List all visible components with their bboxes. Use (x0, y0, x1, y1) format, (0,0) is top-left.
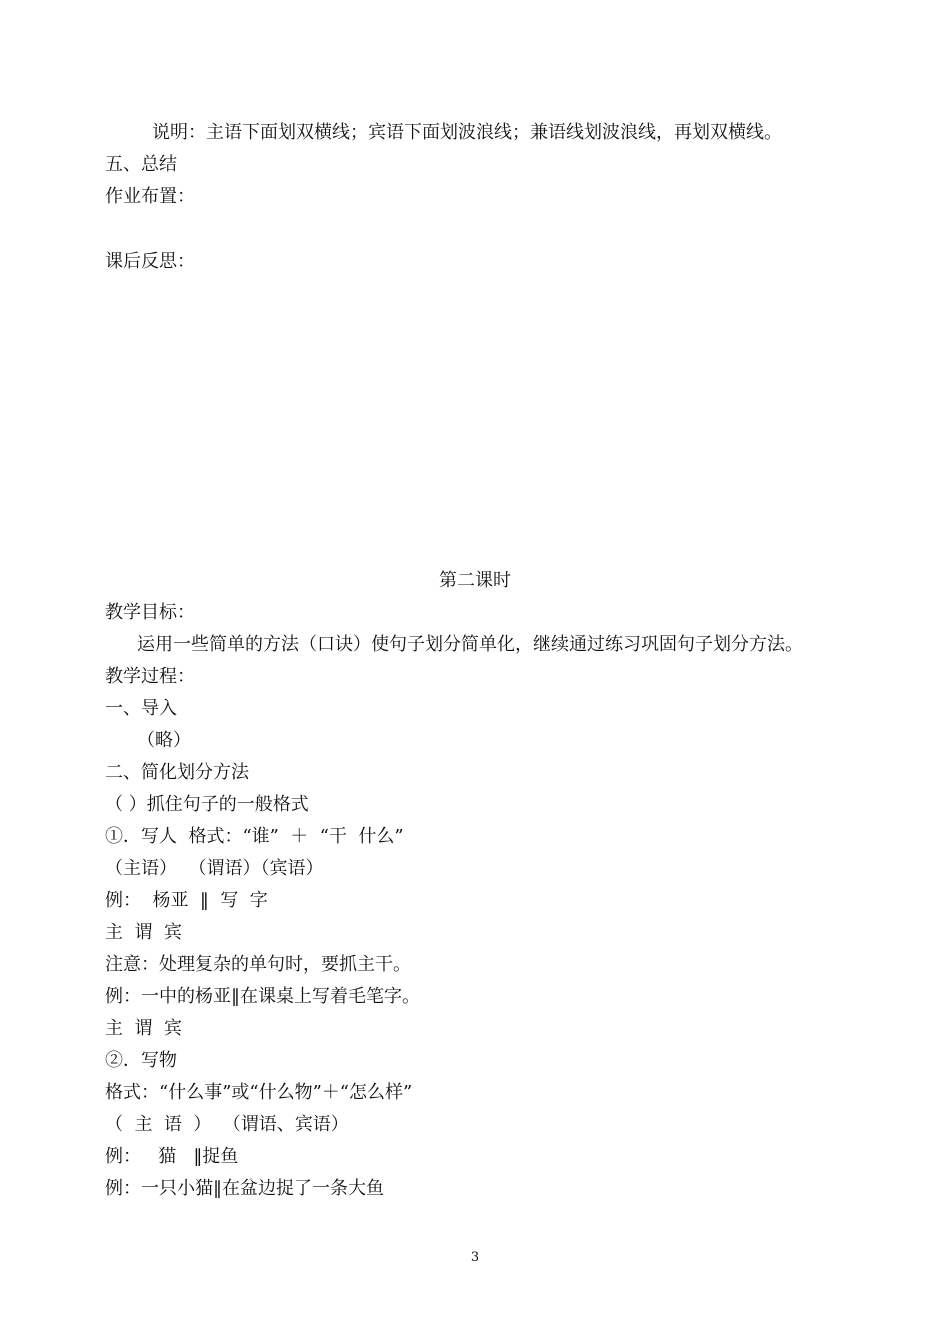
reflection-label: 课后反思： (105, 251, 195, 272)
sub-heading-general-format: （ ）抓住句子的一般格式 (105, 794, 309, 815)
step-one-detail: （略） (137, 730, 191, 751)
example-two-roles: 主 谓 宾 (105, 1018, 182, 1039)
item-two-format: 格式：“什么事”或“什么物”＋“怎么样” (105, 1082, 413, 1103)
example-one-roles: 主 谓 宾 (105, 922, 182, 943)
step-one-introduction: 一、导入 (105, 698, 177, 719)
note-text: 说明：主语下面划双横线；宾语下面划波浪线；兼语线划波浪线，再划双横线。 (152, 122, 782, 143)
teaching-goal-text: 运用一些简单的方法（口诀）使句子划分简单化，继续通过练习巩固句子划分方法。 (137, 634, 803, 655)
teaching-process-heading: 教学过程： (105, 666, 195, 687)
item-one-roles: （主语） （谓语）（宾语） (105, 858, 324, 879)
item-two-roles: （ 主 语 ） （谓语、宾语） (105, 1114, 349, 1135)
homework-label: 作业布置： (105, 186, 195, 207)
item-one-person-format: ①．写人 格式：“谁” ＋ “干 什么” (105, 826, 404, 847)
step-two-heading: 二、简化划分方法 (105, 762, 249, 783)
example-three: 例： 猫 ‖捉鱼 (105, 1146, 239, 1167)
item-two-object: ②．写物 (105, 1050, 177, 1071)
teaching-goal-heading: 教学目标： (105, 602, 195, 623)
example-one: 例： 杨亚 ‖ 写 字 (105, 890, 268, 911)
page-number: 3 (470, 1250, 480, 1265)
attention-note: 注意：处理复杂的单句时，要抓主干。 (105, 954, 411, 975)
section-five-summary: 五、总结 (105, 154, 177, 175)
example-four: 例：一只小猫‖在盆边捉了一条大鱼 (105, 1178, 384, 1199)
example-two: 例：一中的杨亚‖在课桌上写着毛笔字。 (105, 986, 420, 1007)
lesson-title: 第二课时 (439, 570, 511, 591)
